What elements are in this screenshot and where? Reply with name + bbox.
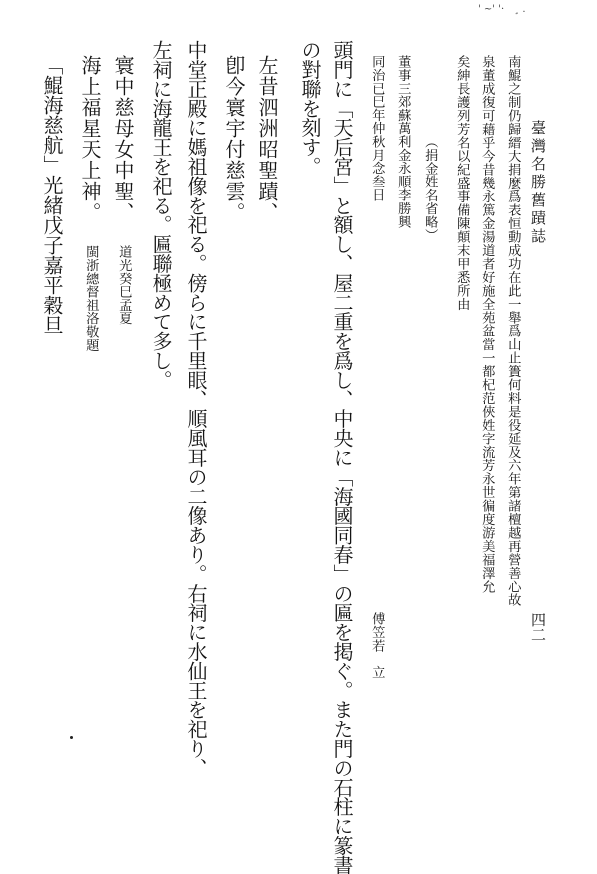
couplet-1-line-2: 卽今寰宇付慈雲。 — [222, 55, 246, 223]
couplet-2-attribution: 閩浙總督祖洛敬題 — [83, 245, 99, 352]
couplet-2-note: 道光癸巳孟夏 — [116, 245, 132, 325]
inscription-line-2: 泉董成復可藉乎今昔幾永篤金湯道者好施全苑盆當一都杞范俠姓字流芳永世徧度游美福澤允 — [479, 55, 495, 593]
inscription-line-3: 矣紳長護列芳名以紀盛事備陳顛末甲悉所由 — [454, 55, 470, 311]
author-line: 傅笠若 立 — [369, 612, 385, 679]
running-head: 臺灣名勝舊蹟誌 — [529, 120, 547, 246]
date-line: 同治已巳年仲秋月念叁日 — [369, 55, 385, 202]
scan-noise: ' ~' '· ¸ . — [478, 4, 526, 15]
inscription-line-1: 南鯤之制仍歸縉大捐麼爲表恒動成功在此一舉爲山止簣何料是役延及六年第諸檀越再營善心故 — [505, 55, 521, 607]
couplet-2-line-1: 寰中慈母女中聖、 — [111, 55, 135, 223]
body-line-4: 左祠に海龍王を祀る。匾聯極めて多し。 — [149, 40, 173, 390]
couplet-1-line-1: 左昔泗洲昭聖蹟、 — [255, 55, 279, 223]
page-number: 四二 — [529, 612, 547, 642]
scan-dot — [70, 736, 73, 739]
plaque-line: 「鯤海慈航」光緒戊子嘉平穀旦 — [40, 55, 64, 335]
body-line-2: の對聯を刻す。 — [298, 40, 322, 176]
sponsor-line: 董事三郊蘇萬利金永順李勝興 — [395, 55, 411, 228]
donor-note: （捐金姓名省略） — [422, 135, 438, 242]
couplet-2-line-2: 海上福星天上神。 — [78, 55, 102, 223]
body-line-1: 頭門に「天后宮」と額し、屋二重を爲し、中央に「海國同春」の匾を掲ぐ。また門の石柱に篆書 — [330, 40, 354, 874]
body-line-3: 中堂正殿に媽祖像を祀る。傍らに千里眼、順風耳の二像あり。右祠に水仙王を祀り、 — [184, 40, 208, 778]
